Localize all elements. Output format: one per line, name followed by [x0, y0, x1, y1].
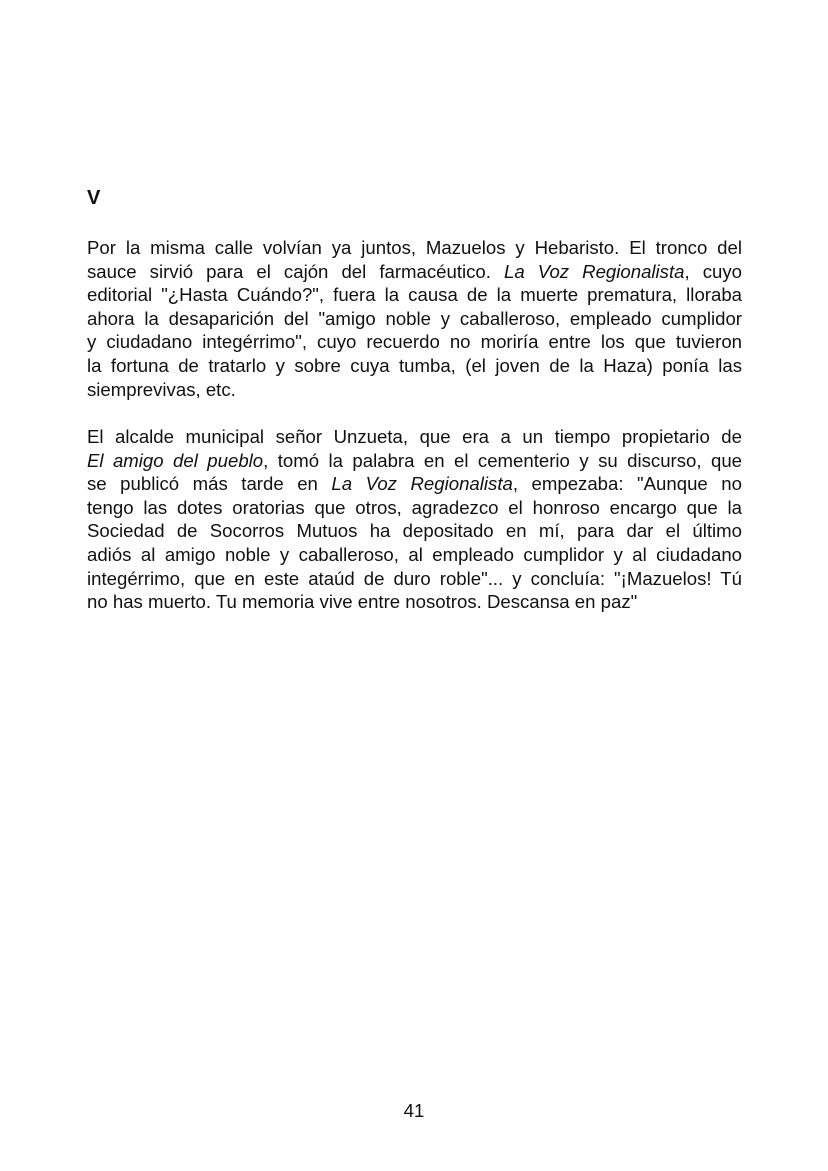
text-run: tengo las dotes oratorias que otros, agradezco el honroso encargo que la: [87, 496, 742, 518]
text-line: [87, 354, 742, 378]
text-run: integérrimo, que en este ataúd de duro roble"... y concluía: "¡Mazuelos! Tú: [87, 567, 742, 589]
paragraph-2: [87, 425, 742, 614]
chapter-heading: V: [87, 187, 101, 209]
text-line: [87, 378, 742, 402]
text-run: siemprevivas, etc.: [87, 378, 236, 400]
text-line: [87, 449, 742, 473]
text-run: se publicó más tarde en: [87, 473, 332, 495]
text-run: editorial "¿Hasta Cuándo?", fuera la causa de la muerte prematura, lloraba: [87, 284, 742, 306]
text-run: , empezaba: "Aunque no: [512, 473, 742, 495]
text-line: [87, 283, 742, 307]
text-run: Sociedad de Socorros Mutuos ha depositado en mí, para dar el último: [87, 520, 742, 542]
text-line: [87, 472, 742, 496]
text-line: [87, 567, 742, 591]
text-run: sauce sirvió para el cajón del farmacéutico.: [87, 260, 504, 282]
text-run: El alcalde municipal señor Unzueta, que era a un tiempo propietario de: [87, 426, 742, 447]
italic-title: El amigo del pueblo: [87, 449, 264, 471]
text-line: [87, 330, 742, 354]
text-line: [87, 519, 742, 543]
italic-title: La Voz Regionalista: [331, 473, 513, 495]
text-line: [87, 425, 742, 449]
text-line: [87, 543, 742, 567]
text-run: adiós al amigo noble y caballeroso, al empleado cumplidor y al ciudadano: [87, 543, 742, 565]
text-run: , tomó la palabra en el cementerio y su discurso, que: [263, 449, 742, 471]
text-line: [87, 307, 742, 331]
text-run: , cuyo: [684, 260, 742, 282]
text-run: Por la misma calle volvían ya juntos, Mazuelos y Hebaristo. El tronco del: [87, 237, 742, 258]
text-run: y ciudadano integérrimo", cuyo recuerdo no moriría entre los que tuvieron: [87, 331, 742, 353]
text-line: [87, 590, 742, 614]
page-number: 41: [403, 1100, 425, 1121]
italic-title: La Voz Regionalista: [504, 260, 685, 282]
text-run: la fortuna de tratarlo y sobre cuya tumba, (el joven de la Haza) ponía las: [87, 354, 742, 376]
text-run: ahora la desaparición del "amigo noble y caballeroso, empleado cumplidor: [87, 307, 742, 329]
text-line: [87, 260, 742, 284]
text-line: [87, 496, 742, 520]
text-run: no has muerto. Tu memoria vive entre nosotros. Descansa en paz": [87, 591, 638, 613]
paragraph-1: [87, 236, 742, 401]
text-line: [87, 236, 742, 260]
